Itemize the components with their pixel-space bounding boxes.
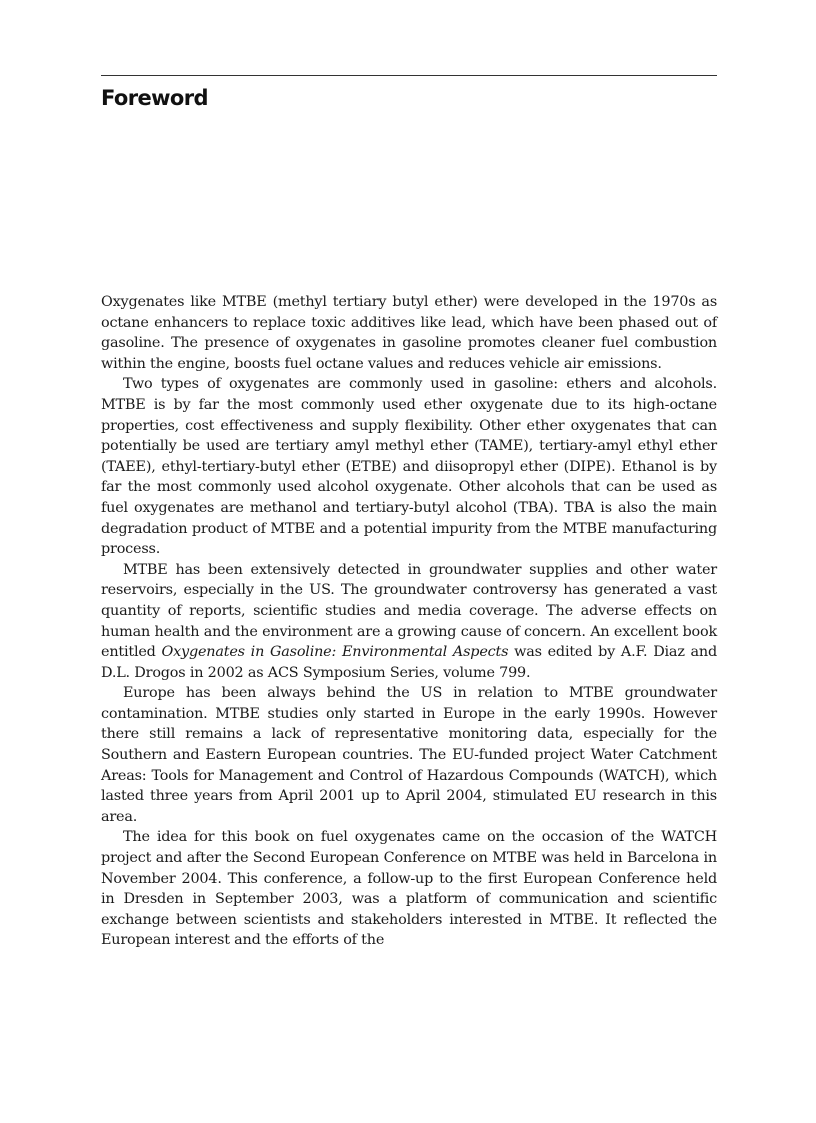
paragraph-3 [101,560,717,684]
body-text [101,292,717,951]
paragraph-3-text-after: was edited by A.F. Diaz and D.L. Drogos in 2002 as ACS Symposium Series, volume 799. [101,644,717,681]
header-rule [101,75,717,76]
paragraph-5: The idea for this book on fuel oxygenates came on the occasion of the WATCH project and after the Second European Conference on MTBE was held in Barcelona in November 2004. This conference, a follow-up to the first European Conference held in Dresden in September 2003, was a platform of communication and scientific exchange between scientists and stakeholders interested in MTBE. It reflected the European interest and the efforts of the [101,829,717,949]
page-title: Foreword [101,86,208,110]
book-title: Oxygenates in Gasoline: Environmental Aspects [161,644,509,661]
paragraph-3-text-before: MTBE has been extensively detected in groundwater supplies and other water reservoirs, especially in the US. The groundwater controversy has generated a vast quantity of reports, scientific studies and media coverage. The adverse effects on human health and the environment are a growing cause of concern. An excellent book entitled [101,561,717,661]
paragraph-4: Europe has been always behind the US in relation to MTBE groundwater contamination. MTBE studies only started in Europe in the early 1990s. However there still remains a lack of representative monitoring data, especially for the Southern and Eastern European countries. The EU-funded project Water Catchment Areas: Tools for Management and Control of Hazardous Compounds (WATCH), which lasted three years from April 2001 up to April 2004, stimulated EU research in this area. [101,685,717,825]
paragraph-1: Oxygenates like MTBE (methyl tertiary butyl ether) were developed in the 1970s as octane enhancers to replace toxic additives like lead, which have been phased out of gasoline. The presence of oxygenates in gasoline promotes cleaner fuel combustion within the engine, boosts fuel octane values and reduces vehicle air emissions. [101,294,717,372]
paragraph-2: Two types of oxygenates are commonly used in gasoline: ethers and alcohols. MTBE is by far the most commonly used ether oxygenate due to its high-octane properties, cost effectiveness and supply flexibility. Other ether oxygenates that can potentially be used are tertiary amyl methyl ether (TAME), tertiary-amyl ethyl ether (TAEE), ethyl-tertiary-butyl ether (ETBE) and diisopropyl ether (DIPE). Ethanol is by far the most commonly used alcohol oxygenate. Other alcohols that can be used as fuel oxygenates are methanol and tertiary-butyl alcohol (TBA). TBA is also the main degradation product of MTBE and a potential impurity from the MTBE manufacturing process. [101,376,717,558]
